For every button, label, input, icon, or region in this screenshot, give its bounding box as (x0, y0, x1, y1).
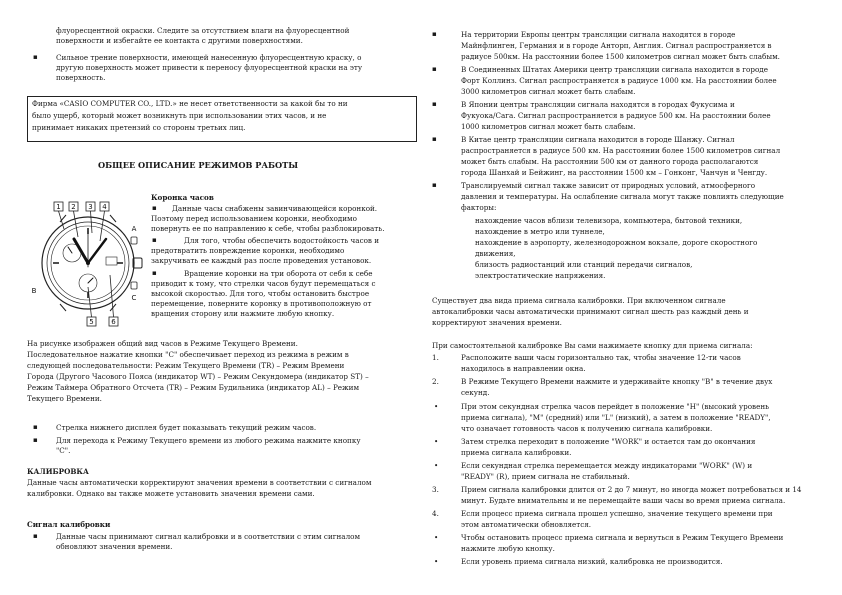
step-line: Затем стрелка переходит в положение "WORK" и остается там до окончания (461, 437, 756, 446)
right-bullet-line: 1000 километров сигнал может быть слабым. (461, 122, 636, 131)
signal-title: Сигнал калибровки (27, 520, 111, 529)
bullet-line: Данные часы принимают сигнал калибровки и в соответствии с этим сигналом (56, 532, 361, 541)
label-4: 4 (102, 203, 107, 211)
bullet-line: "C". (56, 446, 71, 455)
crown-line: Для того, чтобы обеспечить водостойкость часов и (184, 236, 380, 245)
crown-line: перемещение, поверните коронку в противоположную от (151, 299, 372, 308)
step-line: нажмите любую кнопку. (461, 544, 555, 553)
right-bullet-line: радиусе 500км. На расстоянии более 1500 километров сигнал может быть слабым. (461, 52, 780, 61)
manual-title: При самостоятельной калибровке Вы сами нажимаете кнопку для приема сигнала: (432, 341, 753, 350)
figure-line: Текущего Времени. (27, 394, 102, 403)
step-marker: 1. (432, 353, 439, 362)
step-line: Если секундная стрелка перемещается между индикаторами "WORK" (W) и (461, 461, 753, 470)
right-bullet-line: Майнфлинген, Германия и в городе Анторп, Англия. Сигнал распространяется в (461, 41, 772, 50)
bullet-marker: ▪ (432, 181, 437, 189)
bullet-marker: ▪ (152, 204, 157, 212)
label-a: A (131, 225, 137, 233)
crown-line: закручивать ее каждый раз после проведения установок. (151, 256, 372, 265)
paragraph-line: Существует два вида приема сигнала калибровки. При включенном сигнале (432, 296, 726, 305)
step-line: Чтобы остановить процесс приема сигнала и вернуться в Режим Текущего Времени (461, 533, 784, 542)
step-line: что означает готовность часов к получению сигнала калибровки. (461, 424, 713, 433)
right-bullet-line: Фукуока/Сага. Сигнал распространяется в радиусе 500 км. На расстоянии более (461, 111, 771, 120)
bullet-marker: ▪ (33, 53, 38, 61)
right-bullet-line: давления и температуры. На ослабление сигнала могут также повлиять следующие (461, 192, 784, 201)
bullet-line: другую поверхность может привести к переносу флуоресцентной краски на эту (56, 63, 363, 72)
crown-line: приводит к тому, что стрелки часов будут перемещаться с (151, 279, 376, 288)
minute-hand (88, 239, 106, 263)
step-marker: 4. (432, 509, 439, 518)
label-b: B (31, 287, 37, 295)
label-2: 2 (71, 203, 76, 211)
watch-diagram (30, 197, 146, 329)
step-line: Если процесс приема сигнала прошел успешно, значение текущего времени при (461, 509, 773, 518)
step-line: Если уровень приема сигнала низкий, калибровка не производится. (461, 557, 723, 566)
paragraph-line: автокалибровки часы автоматически принимают сигнал шесть раз каждый день и (432, 307, 749, 316)
bullet-marker: ▪ (432, 30, 437, 38)
crown-line: Поэтому перед использованием коронки, необходимо (151, 214, 357, 223)
label-6: 6 (111, 318, 116, 326)
calibration-line: калибровки. Однако вы также можете установить значения времени сами. (27, 489, 315, 498)
disclaimer-line: было ущерб, который может возникнуть при использовании этих часов, и не (32, 111, 327, 120)
step-line: находилось в направлении окна. (461, 364, 586, 373)
bullet-marker: ▪ (432, 135, 437, 143)
bullet-line: обновляют значения времени. (56, 542, 173, 551)
crown-line: вращения сторону или нажмите любую кнопку. (151, 309, 335, 318)
intro-line: поверхности и избегайте ее контакта с другими поверхностями. (56, 36, 303, 45)
factor-item: нахождение в метро или туннеле, (475, 227, 605, 236)
disclaimer-line: Фирма «CASIO COMPUTER CO., LTD.» не несет ответственности за какой бы то ни (32, 99, 348, 108)
bullet-line: Сильное трение поверхности, имеющей нанесенную флуоресцентную краску, о (56, 53, 362, 62)
step-marker: 3. (432, 485, 439, 494)
button-c-shape (131, 282, 137, 289)
step-marker: 2. (432, 377, 439, 386)
date-window (106, 257, 117, 265)
crown-line: высокой скоростью. Для того, чтобы остановить быстрое (151, 289, 370, 298)
bullet-marker: ▪ (33, 532, 38, 540)
step-marker: • (434, 461, 439, 470)
right-bullet-line: города Шанхай и Бейжинг, на расстоянии 1500 км – Гонконг, Чанчун и Ченгду. (461, 168, 768, 177)
figure-line: Последовательное нажатие кнопки "C" обеспечивает переход из режима в режим в (27, 350, 349, 359)
factor-item: близость радиостанций или станций передачи сигналов, (475, 260, 693, 269)
crown-line: повернуть ее по направлению к себе, чтобы разблокировать. (151, 224, 385, 233)
right-bullet-line: В Японии центры трансляции сигнала находятся в городах Фукусима и (461, 100, 735, 109)
step-line: В Режиме Текущего Времени нажмите и удерживайте кнопку "B" в течение двух (461, 377, 773, 386)
factor-item: нахождение часов вблизи телевизора, компьютера, бытовой техники, (475, 216, 743, 225)
step-marker: • (434, 557, 439, 566)
crown-line: Данные часы снабжены завинчивающейся коронкой. (172, 204, 378, 213)
bullet-line: поверхность. (56, 73, 106, 82)
hour-hand (74, 239, 88, 263)
step-marker: • (434, 402, 439, 411)
bullet-marker: ▪ (432, 65, 437, 73)
bullet-marker: ▪ (152, 269, 157, 277)
bullet-marker: ▪ (33, 436, 38, 444)
step-marker: • (434, 533, 439, 542)
section-title: ОБЩЕЕ ОПИСАНИЕ РЕЖИМОВ РАБОТЫ (98, 160, 299, 170)
step-line: Расположите ваши часы горизонтально так, чтобы значение 12-ти часов (461, 353, 741, 362)
step-line: минут. Будьте внимательны и не перемещайте ваши часы во время приема сигнала. (461, 496, 786, 505)
right-bullet-line: В Соединенных Штатах Америки центр трансляции сигнала находится в городе (461, 65, 768, 74)
label-1: 1 (56, 203, 61, 211)
bullet-marker: ▪ (152, 236, 157, 244)
step-line: этом автоматически обновляется. (461, 520, 592, 529)
right-bullet-line: Форт Коллинз. Сигнал распространяется в радиусе 1000 км. На расстоянии более (461, 76, 777, 85)
right-bullet-line: факторы: (461, 203, 497, 212)
factor-item: движения, (475, 249, 516, 258)
bullet-line: Стрелка нижнего дисплея будет показывать текущий режим часов. (56, 423, 317, 432)
figure-line: следующей последовательности: Режим Текущего Времени (TR) – Режим Времени (27, 361, 345, 370)
right-bullet-line: 3000 километров сигнал может быть слабым. (461, 87, 636, 96)
step-line: "READY" (R), прием сигнала не стабильный. (461, 472, 630, 481)
figure-line: Города (Другого Часового Пояса (индикатор WT) – Режим Секундомера (индикатор ST) – (27, 372, 369, 381)
button-a-shape (131, 237, 137, 244)
right-bullet-line: может быть слабым. На расстоянии 500 км от данного города располагаются (461, 157, 759, 166)
factor-item: нахождение в аэропорту, железнодорожном вокзале, дороге скоростного (475, 238, 758, 247)
step-line: приема сигнала), "M" (средний) или "L" (низкий), а затем в положение "READY", (461, 413, 771, 422)
calibration-title: КАЛИБРОВКА (27, 467, 89, 476)
figure-line: Режим Таймера Обратного Отсчета (TR) – Режим Будильника (индикатор AL) – Режим (27, 383, 360, 392)
factor-item: электростатические напряжения. (475, 271, 606, 280)
disclaimer-line: принимает никаких претензий со стороны третьих лиц. (32, 123, 246, 132)
right-bullet-line: На территории Европы центры трансляции сигнала находятся в городе (461, 30, 736, 39)
step-marker: • (434, 437, 439, 446)
step-line: При этом секундная стрелка часов перейдет в положение "H" (высокий уровень (461, 402, 770, 411)
right-bullet-line: распространяется в радиусе 500 км. На расстоянии более 1500 километров сигнал (461, 146, 781, 155)
crown-line: предотвратить повреждение коронки, необходимо (151, 246, 345, 255)
intro-line: флуоресцентной окраски. Следите за отсутствием влаги на флуоресцентной (56, 26, 350, 35)
step-line: секунд. (461, 388, 490, 397)
step-line: приема сигнала калибровки. (461, 448, 572, 457)
label-c: C (131, 294, 137, 302)
bullet-line: Для перехода к Режиму Текущего времени из любого режима нажмите кнопку (56, 436, 361, 445)
crown-title: Коронка часов (151, 193, 214, 202)
right-bullet-line: Транслируемый сигнал также зависит от природных условий, атмосферного (461, 181, 756, 190)
right-bullet-line: В Китае центр трансляции сигнала находится в городе Шанжу. Сигнал (461, 135, 735, 144)
bullet-marker: ▪ (33, 423, 38, 431)
step-line: Прием сигнала калибровки длится от 2 до 7 минут, но иногда может потребоваться и 14 (461, 485, 802, 494)
figure-line: На рисунке изображен общий вид часов в Режиме Текущего Времени. (27, 339, 298, 348)
bullet-marker: ▪ (432, 100, 437, 108)
label-3: 3 (88, 203, 93, 211)
crown-line: Вращение коронки на три оборота от себя к себе (184, 269, 373, 278)
paragraph-line: корректируют значения времени. (432, 318, 562, 327)
calibration-line: Данные часы автоматически корректируют значения времени в соответствии с сигналом (27, 478, 372, 487)
label-5: 5 (89, 318, 94, 326)
